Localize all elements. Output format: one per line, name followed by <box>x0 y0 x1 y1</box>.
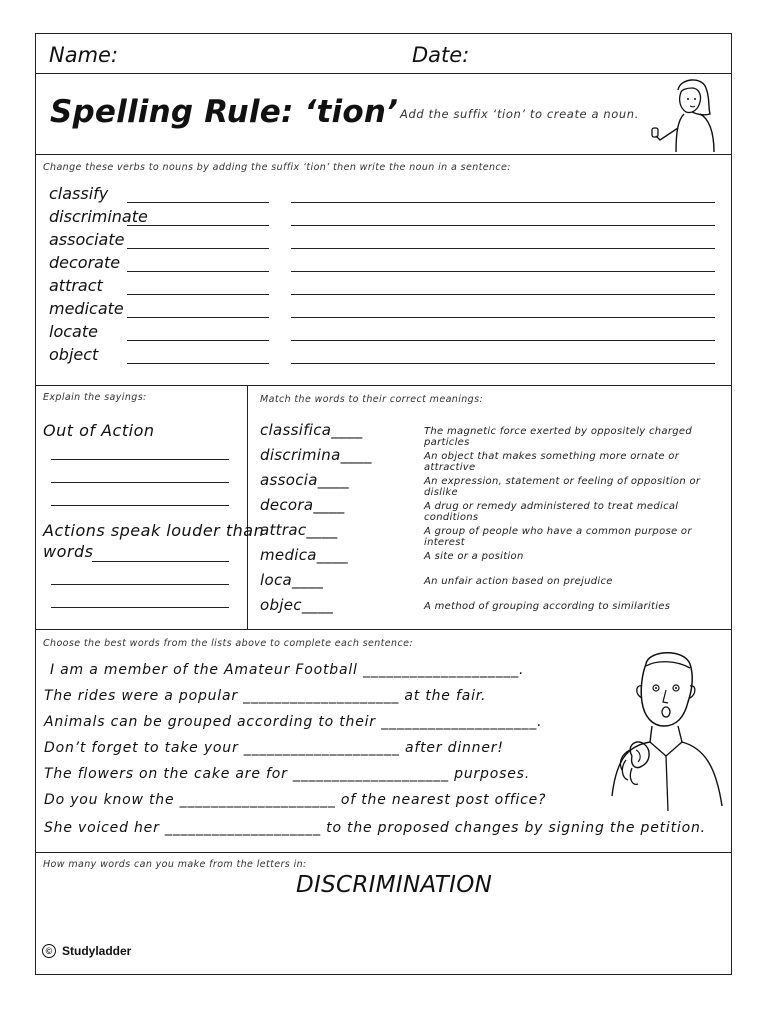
match-word: loca____ <box>260 571 324 589</box>
sentence-text: She voiced her ____________________ to the proposed changes by signing the petition. <box>44 820 706 836</box>
matching-instruction: Match the words to their correct meanings: <box>260 394 484 405</box>
saying-text: words <box>43 542 94 561</box>
sentence-text: Animals can be grouped according to their ____________________. <box>44 714 543 730</box>
verb-label: object <box>49 345 99 364</box>
sentence-answer-line[interactable] <box>291 340 715 341</box>
sentence-answer-line[interactable] <box>291 248 715 249</box>
match-word: discrimina____ <box>260 446 372 464</box>
match-meaning: An unfair action based on prejudice <box>424 576 613 587</box>
sentence-answer-line[interactable] <box>291 317 715 318</box>
sentence-answer-line[interactable] <box>291 363 715 364</box>
teacher-illustration <box>648 76 728 154</box>
match-word: attrac____ <box>260 521 338 539</box>
sentence-answer-line[interactable] <box>291 225 715 226</box>
copyright-icon: © <box>42 944 56 958</box>
match-word: classifica____ <box>260 421 363 439</box>
divider <box>36 629 731 630</box>
match-word: medica____ <box>260 546 348 564</box>
page-subtitle: Add the suffix ‘tion’ to create a noun. <box>400 107 639 121</box>
match-meaning: The magnetic force exerted by oppositely charged particles <box>424 426 693 448</box>
sentence-text: The flowers on the cake are for ____________________ purposes. <box>44 766 530 782</box>
match-meaning: An object that makes something more ornate or attractive <box>424 451 680 473</box>
divider <box>36 852 731 853</box>
match-word: decora____ <box>260 496 345 514</box>
match-word: associa____ <box>260 471 349 489</box>
noun-answer-line[interactable] <box>127 248 269 249</box>
divider <box>36 154 731 155</box>
noun-answer-line[interactable] <box>127 271 269 272</box>
match-meaning: A drug or remedy administered to treat medical conditions <box>424 501 679 523</box>
sayings-instruction: Explain the sayings: <box>43 392 147 403</box>
saying-answer-line[interactable] <box>51 607 229 608</box>
verb-label: associate <box>49 230 125 249</box>
saying-answer-line[interactable] <box>51 505 229 506</box>
divider <box>247 385 248 629</box>
sentence-answer-line[interactable] <box>291 294 715 295</box>
noun-answer-line[interactable] <box>127 294 269 295</box>
man-illustration <box>596 646 726 811</box>
verb-label: decorate <box>49 253 121 272</box>
worksheet <box>35 33 732 975</box>
page-title: Spelling Rule: ‘tion’ <box>50 94 399 130</box>
noun-answer-line[interactable] <box>127 202 269 203</box>
sentence-text: I am a member of the Amateur Football ____________________. <box>50 662 525 678</box>
brand-footer <box>42 944 131 958</box>
verb-label: medicate <box>49 299 124 318</box>
divider <box>36 73 731 74</box>
match-word: objec____ <box>260 596 334 614</box>
sentence-answer-line[interactable] <box>291 271 715 272</box>
saying-answer-line[interactable] <box>51 459 229 460</box>
source-word: DISCRIMINATION <box>296 872 493 898</box>
sentence-text: The rides were a popular ____________________ at the fair. <box>44 688 487 704</box>
match-meaning: An expression, statement or feeling of opposition or dislike <box>424 476 701 498</box>
brand-name: Studyladder <box>62 944 132 958</box>
match-meaning: A method of grouping according to similarities <box>424 601 671 612</box>
sentence-answer-line[interactable] <box>291 202 715 203</box>
saying-text: Actions speak louder than <box>43 521 265 540</box>
match-meaning: A site or a position <box>424 551 524 562</box>
match-meaning: A group of people who have a common purpose or interest <box>424 526 692 548</box>
section1-instruction: Change these verbs to nouns by adding the suffix ‘tion’ then write the noun in a sentence: <box>43 162 511 173</box>
saying-answer-line[interactable] <box>92 561 229 562</box>
noun-answer-line[interactable] <box>127 317 269 318</box>
words-instruction: How many words can you make from the letters in: <box>43 859 307 870</box>
noun-answer-line[interactable] <box>127 363 269 364</box>
name-label: Name: <box>49 43 119 67</box>
saying-answer-line[interactable] <box>51 584 229 585</box>
divider <box>36 385 731 386</box>
noun-answer-line[interactable] <box>127 340 269 341</box>
saying-text: Out of Action <box>43 421 155 440</box>
verb-label: locate <box>49 322 98 341</box>
noun-answer-line[interactable] <box>127 225 269 226</box>
sentence-text: Don’t forget to take your ____________________ after dinner! <box>44 740 504 756</box>
date-label: Date: <box>412 43 470 67</box>
verb-label: classify <box>49 184 109 203</box>
verb-label: discriminate <box>49 207 148 226</box>
saying-answer-line[interactable] <box>51 482 229 483</box>
sentences-instruction: Choose the best words from the lists above to complete each sentence: <box>43 638 413 649</box>
verb-label: attract <box>49 276 103 295</box>
sentence-text: Do you know the ____________________ of the nearest post office? <box>44 792 547 808</box>
